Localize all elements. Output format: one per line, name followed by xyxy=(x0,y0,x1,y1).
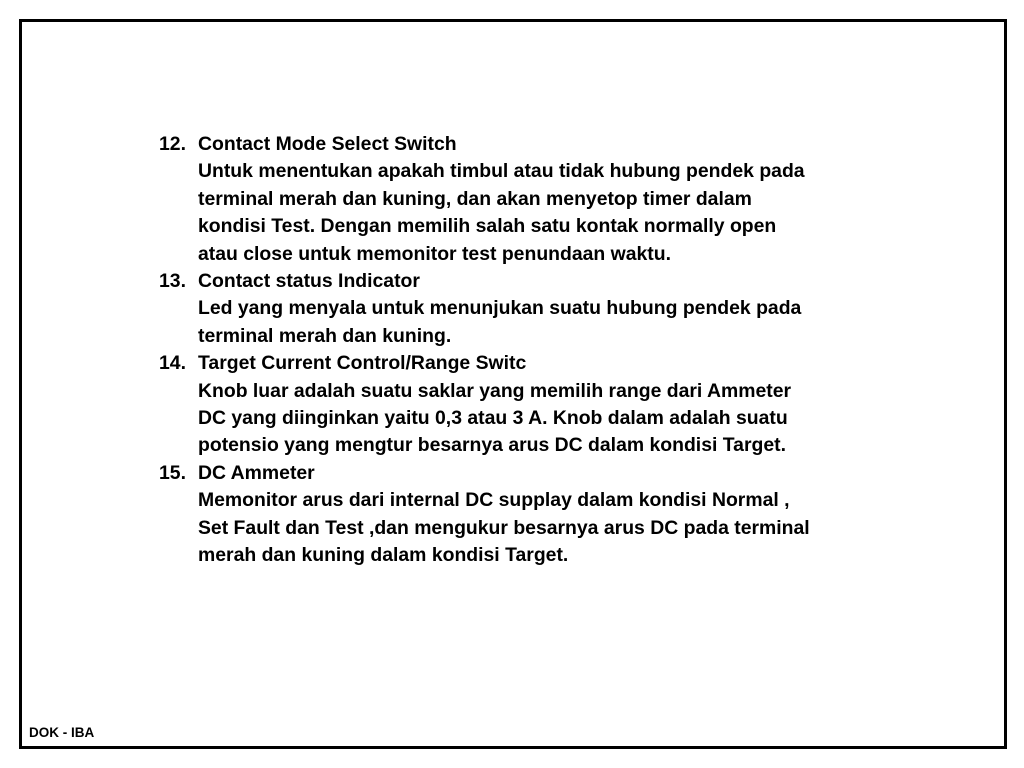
item-number: 15. xyxy=(159,461,186,484)
item-title: Target Current Control/Range Switc xyxy=(198,352,527,375)
item-heading xyxy=(159,268,939,295)
item-description xyxy=(159,158,939,268)
slide-frame xyxy=(19,19,1007,749)
item-description xyxy=(159,378,939,460)
description-line: kondisi Test. Dengan memilih salah satu kontak normally open xyxy=(198,215,777,238)
item-heading xyxy=(159,350,939,377)
item-number: 14. xyxy=(159,352,186,375)
item-title: DC Ammeter xyxy=(198,461,315,484)
description-line: merah dan kuning dalam kondisi Target. xyxy=(198,544,569,567)
description-line: terminal merah dan kuning. xyxy=(198,324,452,347)
description-line: Memonitor arus dari internal DC supplay dalam kondisi Normal , xyxy=(198,489,790,512)
numbered-list xyxy=(159,131,939,570)
item-number: 13. xyxy=(159,270,186,293)
list-item xyxy=(159,350,939,460)
description-line: DC yang diinginkan yaitu 0,3 atau 3 A. Knob dalam adalah suatu xyxy=(198,407,788,430)
description-line: Set Fault dan Test ,dan mengukur besarnya arus DC pada terminal xyxy=(198,516,810,539)
item-number: 12. xyxy=(159,133,186,155)
description-line: terminal merah dan kuning, dan akan menyetop timer dalam xyxy=(198,187,752,210)
list-item xyxy=(159,460,939,570)
item-description xyxy=(159,295,939,350)
item-title: Contact status Indicator xyxy=(198,270,420,293)
item-title: Contact Mode Select Switch xyxy=(198,133,457,155)
list-item xyxy=(159,131,939,268)
list-item xyxy=(159,268,939,350)
item-description xyxy=(159,487,939,569)
footer-label: DOK - IBA xyxy=(29,725,95,740)
description-line: Untuk menentukan apakah timbul atau tidak hubung pendek pada xyxy=(198,160,805,183)
description-line: Knob luar adalah suatu saklar yang memilih range dari Ammeter xyxy=(198,379,792,402)
description-line: Led yang menyala untuk menunjukan suatu hubung pendek pada xyxy=(198,297,802,320)
description-line: potensio yang mengtur besarnya arus DC dalam kondisi Target. xyxy=(198,434,786,457)
item-heading xyxy=(159,460,939,487)
description-line: atau close untuk memonitor test penundaan waktu. xyxy=(198,242,671,265)
item-heading xyxy=(159,131,939,158)
